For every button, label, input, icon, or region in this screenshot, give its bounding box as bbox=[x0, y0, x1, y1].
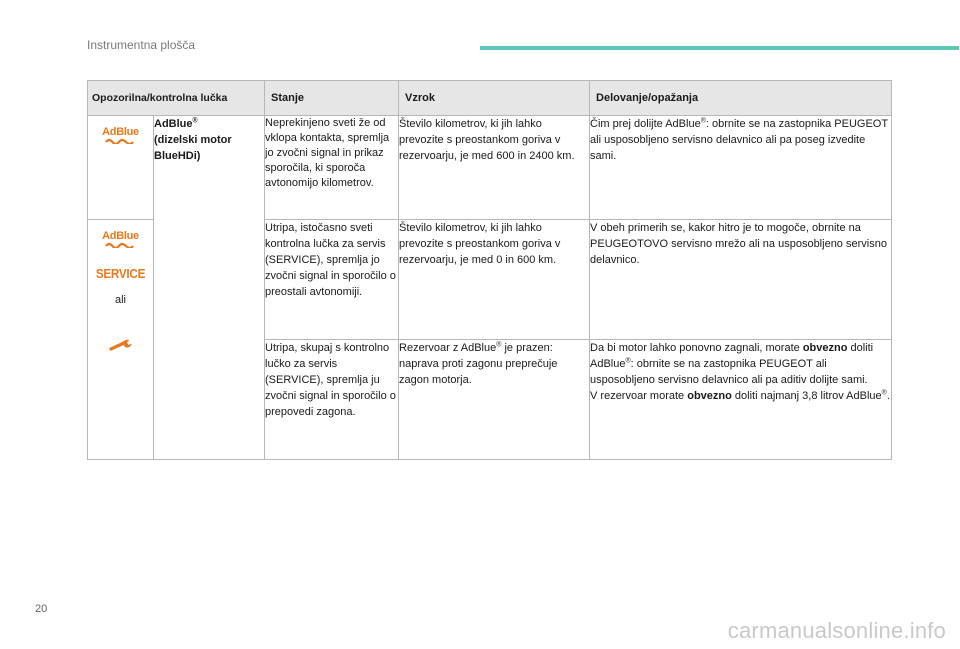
adblue-icon: AdBlue bbox=[102, 230, 139, 248]
delovanje-cell: Čim prej dolijte AdBlue®: obrnite se na zastopnika PEUGEOT ali usposobljeno servisno delavnico ali pa poseg izvedite sami. bbox=[590, 116, 892, 220]
stanje-cell: Utripa, skupaj s kontrolno lučko za servis (SERVICE), spremlja ju zvočni signal in sporočilo o prepovedi zagona. bbox=[265, 340, 399, 460]
column-header-vzrok: Vzrok bbox=[399, 81, 590, 116]
or-label: ali bbox=[114, 294, 126, 306]
adblue-icon: AdBlue bbox=[102, 126, 139, 144]
warning-lamp-table bbox=[87, 80, 892, 460]
emphasis-obvezno: obvezno bbox=[802, 342, 848, 354]
vzrok-cell: Rezervoar z AdBlue® je prazen: naprava proti zagonu preprečuje zagon motorja. bbox=[399, 340, 590, 460]
vzrok-cell: Število kilometrov, ki jih lahko prevozite s preostankom goriva v rezervoarju, je med 0 in 600 km. bbox=[399, 220, 590, 340]
delovanje-cell: V obeh primerih se, kakor hitro je to mogoče, obrnite na PEUGEOTOVO servisno mrežo ali na usposobljeno servisno delavnico. bbox=[590, 220, 892, 340]
lamp-name: AdBlue bbox=[154, 118, 193, 130]
column-header-delovanje: Delovanje/opažanja bbox=[590, 81, 892, 116]
lamp-sub2: BlueHDi) bbox=[154, 150, 201, 162]
lamp-symbol-cell bbox=[88, 116, 154, 220]
vzrok-cell: Število kilometrov, ki jih lahko prevozite s preostankom goriva v rezervoarju, je med 600 in 2400 km. bbox=[399, 116, 590, 220]
header-accent-bar bbox=[480, 46, 959, 50]
wrench-icon bbox=[109, 338, 133, 352]
watermark: carmanualsonline.info bbox=[727, 618, 946, 643]
lamp-sub1: (dizelski motor bbox=[154, 134, 232, 146]
table-header-row bbox=[88, 81, 892, 116]
page-number: 20 bbox=[35, 603, 48, 615]
column-header-lamp: Opozorilna/kontrolna lučka bbox=[88, 81, 265, 116]
column-header-stanje: Stanje bbox=[265, 81, 399, 116]
stanje-cell: Utripa, istočasno sveti kontrolna lučka za servis (SERVICE), spremlja jo zvočni signal in sporočilo o preostali avtonomiji. bbox=[265, 220, 399, 340]
stanje-cell: Neprekinjeno sveti že od vklopa kontakta, spremlja jo zvočni signal in prikaz sporočila, ki sporoča avtonomijo kilometrov. bbox=[265, 116, 399, 220]
delovanje-cell: Da bi motor lahko ponovno zagnali, morate obvezno doliti AdBlue®: obrnite se na zastopnika PEUGEOT ali usposobljeno servisno delavnico ali pa aditiv dolijte sami. V rezervoar morate obvezno doliti najmanj 3,8 litrov AdBlue®. bbox=[590, 340, 892, 460]
service-icon: SERVICE bbox=[95, 266, 146, 281]
lamp-symbol-cell bbox=[88, 220, 154, 460]
lamp-name-cell: AdBlue® (dizelski motor BlueHDi) bbox=[154, 116, 265, 460]
table-row bbox=[88, 116, 892, 220]
section-title: Instrumentna plošča bbox=[87, 38, 196, 52]
emphasis-obvezno: obvezno bbox=[687, 390, 732, 402]
